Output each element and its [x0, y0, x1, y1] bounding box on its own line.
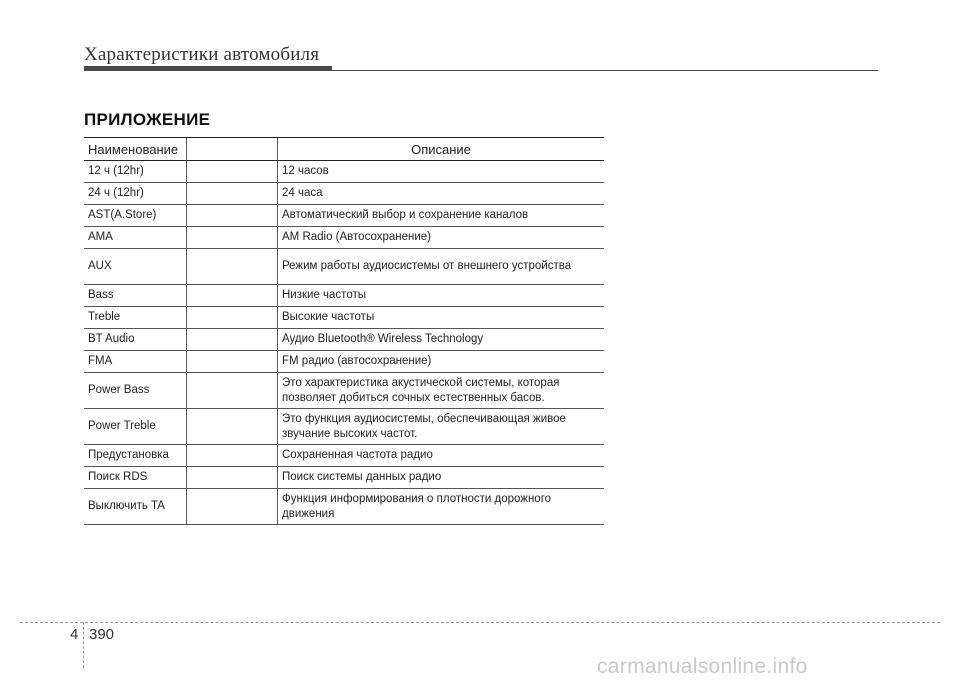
page-number: 390: [89, 626, 115, 643]
table-body: [84, 161, 604, 525]
row-name-cell: 24 ч (12hr): [84, 183, 187, 205]
row-name-cell: AUX: [84, 249, 187, 285]
table-row: [84, 161, 604, 183]
row-description-cell: Это характеристика акустической системы, которая позволяет добиться сочных естественных басов.: [278, 373, 605, 409]
row-name-cell: AMA: [84, 227, 187, 249]
row-name-cell: BT Audio: [84, 329, 187, 351]
table-row: [84, 285, 604, 307]
row-name-cell: Power Treble: [84, 409, 187, 445]
row-description-cell: Поиск системы данных радио: [278, 467, 605, 489]
glossary-table: [84, 137, 604, 525]
row-spacer-cell: [187, 351, 278, 373]
row-name-cell: Bass: [84, 285, 187, 307]
watermark-text: carmanualsonline.info: [597, 655, 808, 678]
row-spacer-cell: [187, 285, 278, 307]
row-description-cell: AM Radio (Автосохранение): [278, 227, 605, 249]
row-description-cell: Это функция аудиосистемы, обеспечивающая живое звучание высоких частот.: [278, 409, 605, 445]
row-spacer-cell: [187, 227, 278, 249]
table-row: [84, 489, 604, 525]
row-description-cell: 24 часа: [278, 183, 605, 205]
row-description-cell: Аудио Bluetooth® Wireless Technology: [278, 329, 605, 351]
table-row: [84, 183, 604, 205]
table-row: [84, 409, 604, 445]
row-description-cell: Функция информирования о плотности дорожного движения: [278, 489, 605, 525]
table-header-row: [84, 138, 604, 161]
table-row: [84, 445, 604, 467]
row-description-cell: Автоматический выбор и сохранение каналов: [278, 205, 605, 227]
table-row: [84, 227, 604, 249]
row-spacer-cell: [187, 467, 278, 489]
row-spacer-cell: [187, 373, 278, 409]
row-spacer-cell: [187, 205, 278, 227]
row-spacer-cell: [187, 329, 278, 351]
table-row: [84, 373, 604, 409]
row-name-cell: Выключить TA: [84, 489, 187, 525]
table-row: [84, 249, 604, 285]
table-row: [84, 307, 604, 329]
chapter-number: 4: [70, 626, 79, 643]
row-spacer-cell: [187, 161, 278, 183]
row-spacer-cell: [187, 409, 278, 445]
row-name-cell: Поиск RDS: [84, 467, 187, 489]
column-header-description: Описание: [278, 138, 605, 161]
footer-dashed-rule: [20, 622, 940, 623]
row-name-cell: Предустановка: [84, 445, 187, 467]
row-name-cell: AST(A.Store): [84, 205, 187, 227]
row-spacer-cell: [187, 183, 278, 205]
table-row: [84, 205, 604, 227]
running-header-title: Характеристики автомобиля: [84, 44, 320, 65]
row-spacer-cell: [187, 445, 278, 467]
row-description-cell: 12 часов: [278, 161, 605, 183]
column-header-name: Наименование: [84, 138, 187, 161]
row-spacer-cell: [187, 307, 278, 329]
row-name-cell: Treble: [84, 307, 187, 329]
row-name-cell: FMA: [84, 351, 187, 373]
row-description-cell: Сохраненная частота радио: [278, 445, 605, 467]
row-description-cell: Режим работы аудиосистемы от внешнего устройства: [278, 249, 605, 285]
table-row: [84, 467, 604, 489]
row-name-cell: 12 ч (12hr): [84, 161, 187, 183]
row-spacer-cell: [187, 489, 278, 525]
row-name-cell: Power Bass: [84, 373, 187, 409]
row-description-cell: Высокие частоты: [278, 307, 605, 329]
row-description-cell: Низкие частоты: [278, 285, 605, 307]
row-spacer-cell: [187, 249, 278, 285]
row-description-cell: FM радио (автосохранение): [278, 351, 605, 373]
header-rule-thin: [84, 70, 878, 71]
table-row: [84, 351, 604, 373]
section-title: ПРИЛОЖЕНИЕ: [84, 110, 211, 129]
table-row: [84, 329, 604, 351]
footer-vertical-dashed-rule: [83, 622, 84, 668]
column-spacer: [187, 138, 278, 161]
